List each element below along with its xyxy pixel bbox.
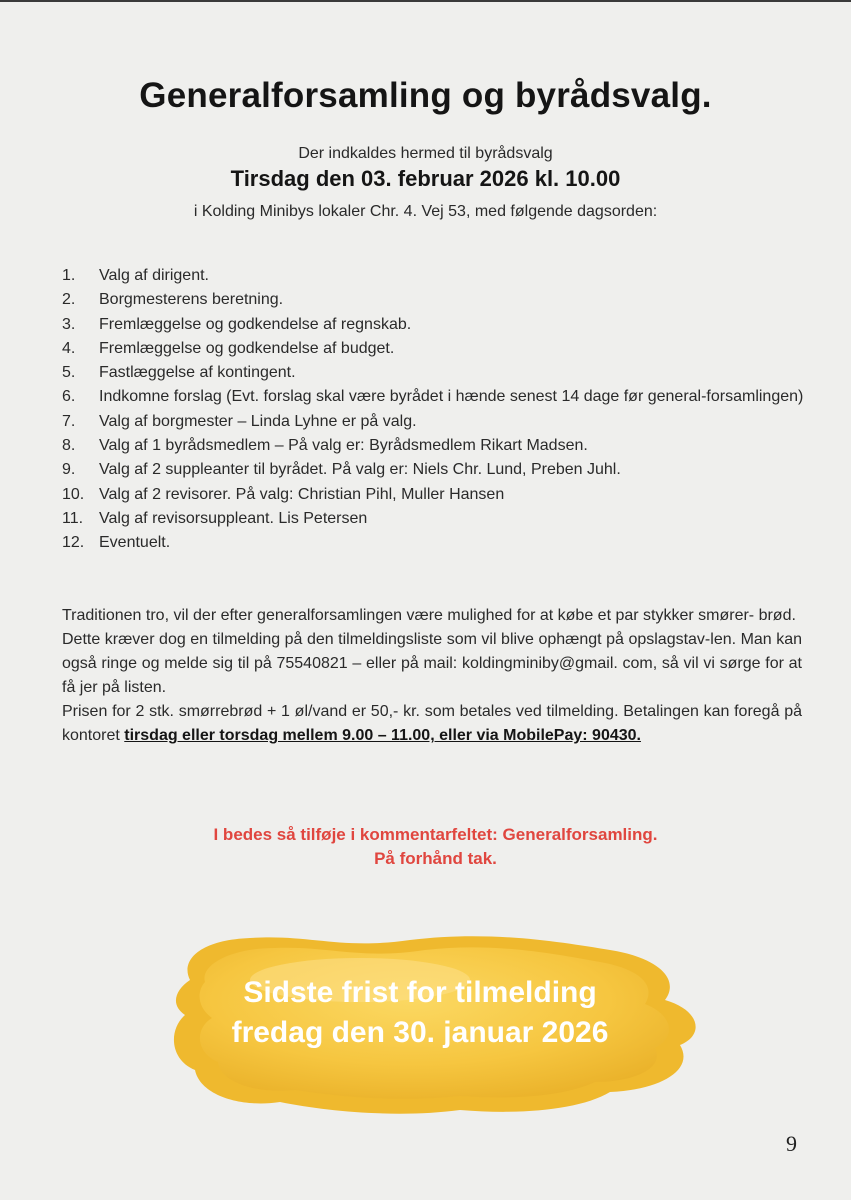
page-top-edge bbox=[0, 0, 851, 2]
agenda-item-text: Valg af 2 suppleanter til byrådet. På valg er: Niels Chr. Lund, Preben Juhl. bbox=[99, 461, 621, 479]
agenda-item bbox=[62, 385, 807, 409]
agenda-item bbox=[62, 410, 807, 434]
page-number: 9 bbox=[786, 1131, 797, 1156]
agenda-list bbox=[62, 264, 807, 556]
agenda-item-number: 3. bbox=[62, 315, 76, 333]
page-title: Generalforsamling og byrådsvalg. bbox=[139, 76, 712, 115]
agenda-item bbox=[62, 434, 807, 458]
payment-times: tirsdag eller torsdag mellem 9.00 – 11.00, eller via MobilePay: 90430. bbox=[124, 727, 641, 745]
agenda-item-number: 9. bbox=[62, 461, 76, 479]
agenda-item bbox=[62, 288, 807, 312]
agenda-item-number: 11. bbox=[62, 509, 84, 527]
price-text: Prisen for 2 stk. smørrebrød + 1 øl/vand er 50,- kr. som betales ved tilmelding. Betalingen kan foregå på kontoret bbox=[62, 703, 802, 745]
meeting-location: i Kolding Minibys lokaler Chr. 4. Vej 53, med følgende dagsorden: bbox=[193, 203, 658, 220]
agenda-item-number: 8. bbox=[62, 437, 76, 455]
agenda-item-number: 1. bbox=[62, 267, 76, 284]
agenda-item bbox=[62, 458, 807, 482]
agenda-item-number: 12. bbox=[62, 534, 85, 552]
meeting-date: Tirsdag den 03. februar 2026 kl. 10.00 bbox=[230, 166, 621, 191]
sandwich-paragraph: Traditionen tro, vil der efter generalforsamlingen være mulighed for at købe et par stykker smører- brød. bbox=[62, 607, 796, 624]
agenda-item-text: Valg af revisorsuppleant. Lis Petersen bbox=[99, 509, 368, 527]
comment-notice bbox=[0, 823, 851, 871]
agenda-item bbox=[62, 483, 807, 507]
agenda-item-text: Indkomne forslag (Evt. forslag skal være byrådet i hænde senest 14 dage før general-forsamlingen) bbox=[99, 388, 804, 406]
signup-paragraph: Dette kræver dog en tilmelding på den tilmeldingsliste som vil blive ophængt på opslagstav-len. Man kan også ringe og melde sig til på 75540821 – eller på mail: koldingminiby@gmail. com, så vil vi sørge for at få jer på listen. bbox=[62, 631, 802, 697]
agenda-item-text: Fastlæggelse af kontingent. bbox=[99, 364, 296, 382]
deadline-banner bbox=[170, 973, 670, 1053]
agenda-item bbox=[62, 361, 807, 385]
deadline-line: Sidste frist for tilmelding bbox=[243, 976, 597, 1009]
agenda-item-number: 5. bbox=[62, 364, 76, 382]
agenda-item-text: Fremlæggelse og godkendelse af regnskab. bbox=[99, 315, 412, 333]
invitation-intro: Der indkaldes hermed til byrådsvalg bbox=[298, 145, 553, 162]
agenda-item-number: 6. bbox=[62, 388, 76, 406]
agenda-item bbox=[62, 313, 807, 337]
agenda-item-number: 4. bbox=[62, 339, 76, 357]
thanks-line: På forhånd tak. bbox=[374, 849, 497, 868]
deadline-date: fredag den 30. januar 2026 bbox=[231, 1016, 609, 1049]
agenda-item-text: Fremlæggelse og godkendelse af budget. bbox=[99, 339, 395, 357]
agenda-item bbox=[62, 264, 807, 288]
agenda-item bbox=[62, 507, 807, 531]
info-text bbox=[62, 604, 802, 749]
comment-notice-line: I bedes så tilføje i kommentarfeltet: Generalforsamling. bbox=[213, 825, 658, 844]
agenda-item-text: Borgmesterens beretning. bbox=[99, 291, 284, 309]
agenda-item-number: 2. bbox=[62, 291, 76, 309]
agenda-item bbox=[62, 337, 807, 361]
agenda-item-text: Valg af 1 byrådsmedlem – På valg er: Byrådsmedlem Rikart Madsen. bbox=[99, 437, 588, 455]
agenda-item-text: Valg af dirigent. bbox=[99, 267, 209, 284]
price-paragraph bbox=[62, 700, 802, 748]
agenda-item-text: Valg af 2 revisorer. På valg: Christian Pihl, Muller Hansen bbox=[99, 485, 505, 503]
agenda-item-number: 7. bbox=[62, 412, 76, 430]
agenda-item-text: Eventuelt. bbox=[99, 534, 171, 552]
agenda-item bbox=[62, 531, 807, 555]
agenda-item-text: Valg af borgmester – Linda Lyhne er på valg. bbox=[99, 412, 417, 430]
agenda-item-number: 10. bbox=[62, 485, 85, 503]
